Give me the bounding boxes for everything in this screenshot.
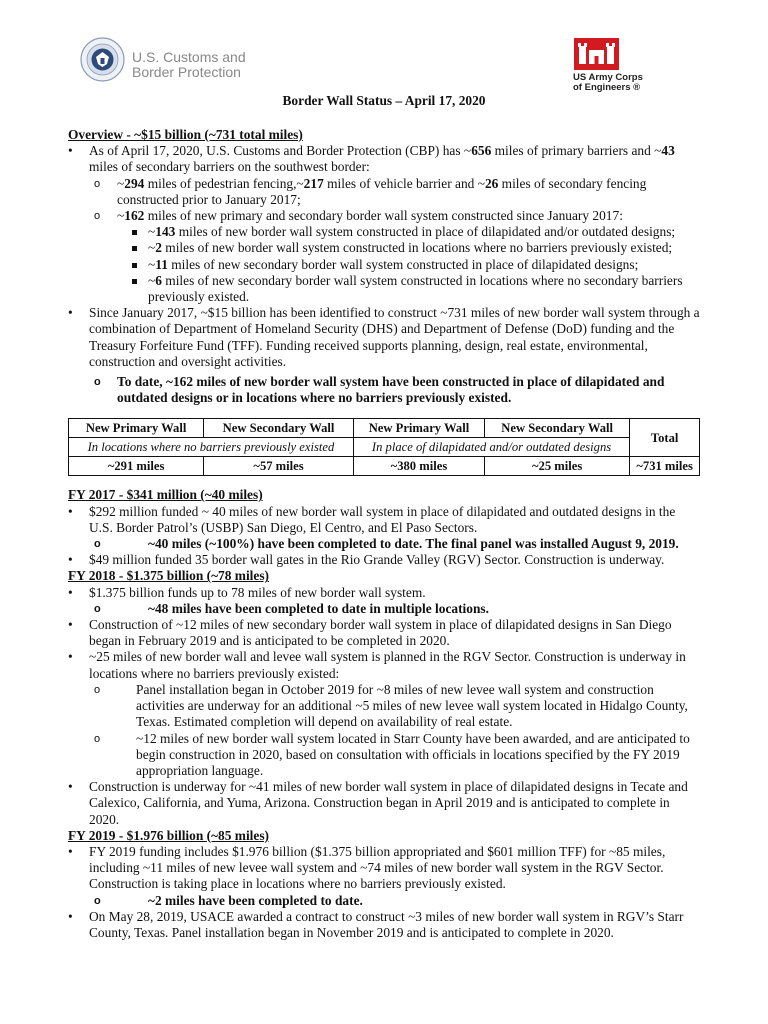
fy2017-list	[68, 504, 700, 569]
list-item: ~6 miles of new secondary border wall system constructed in locations where no secondary barriers previously existed.	[68, 273, 700, 305]
list-item: • On May 28, 2019, USACE awarded a contract to construct ~3 miles of new border wall system in RGV’s Starr County, Texas. Panel installation began in November 2019 and is anticipated to complete in 2020.	[68, 909, 700, 941]
overview-list	[68, 143, 700, 406]
table-header: New Secondary Wall	[204, 419, 354, 438]
table-cell: ~731 miles	[630, 457, 700, 476]
list-item: o ~294 miles of pedestrian fencing,~217 miles of vehicle barrier and ~26 miles of secondary fencing constructed prior to January 2017;	[68, 176, 700, 208]
fy2019-heading: FY 2019 - $1.976 billion (~85 miles)	[68, 827, 269, 843]
list-item: o ~2 miles have been completed to date.	[68, 893, 700, 909]
cbp-logo-text: U.S. Customs and Border Protection	[132, 49, 246, 80]
list-item: ~143 miles of new border wall system constructed in place of dilapidated and/or outdated designs;	[68, 224, 700, 240]
dhs-seal-icon	[80, 37, 125, 82]
fy2017-heading: FY 2017 - $341 million (~40 miles)	[68, 487, 263, 503]
list-item: • Since January 2017, ~$15 billion has been identified to construct ~731 miles of new border wall system through a combination of Department of Homeland Security (DHS) and Department of Defense (DoD) funding and the Treasury Forfeiture Fund (TFF). Funding received supports planning, design, real estate, environmental, construction and oversight activities.	[68, 305, 700, 370]
table-header: New Primary Wall	[69, 419, 204, 438]
list-item: • $49 million funded 35 border wall gates in the Rio Grande Valley (RGV) Sector. Construction is underway.	[68, 552, 700, 568]
list-item: • Construction of ~12 miles of new secondary border wall system in place of dilapidated designs in San Diego began in February 2019 and is anticipated to be completed in 2020.	[68, 617, 700, 649]
fy2018-list	[68, 585, 700, 828]
table-cell: ~25 miles	[485, 457, 630, 476]
table-cell: ~57 miles	[204, 457, 354, 476]
table-header: New Primary Wall	[353, 419, 484, 438]
list-item: • Construction is underway for ~41 miles of new border wall system in place of dilapidated designs in Tecate and Calexico, California, and Yuma, Arizona. Construction began in April 2019 and is anticipated to complete in 2020.	[68, 779, 700, 828]
table-subheader: In place of dilapidated and/or outdated designs	[353, 438, 629, 457]
list-item: o ~12 miles of new border wall system located in Starr County have been awarded, and are anticipated to begin construction in 2020, based on consultation with officials in locations specified by the FY 2019 appropriation language.	[68, 731, 700, 780]
list-item: o ~48 miles have been completed to date in multiple locations.	[68, 601, 700, 617]
list-item: o To date, ~162 miles of new border wall system have been constructed in place of dilapidated and outdated designs or in locations where no barriers previously existed.	[68, 374, 700, 406]
list-item: o ~40 miles (~100%) have been completed to date. The final panel was installed August 9, 2019.	[68, 536, 700, 552]
fy2019-list	[68, 844, 700, 941]
table-header: Total	[630, 419, 700, 457]
page-title: Border Wall Status – April 17, 2020	[282, 93, 486, 108]
table-header: New Secondary Wall	[485, 419, 630, 438]
list-item: • ~25 miles of new border wall and levee wall system is planned in the RGV Sector. Construction is underway in locations where no barriers previously existed:	[68, 649, 700, 681]
fy2018-heading: FY 2018 - $1.375 billion (~78 miles)	[68, 568, 269, 584]
list-item: • As of April 17, 2020, U.S. Customs and Border Protection (CBP) has ~656 miles of primary barriers and ~43 miles of secondary barriers on the southwest border:	[68, 143, 700, 175]
table-subheader: In locations where no barriers previously existed	[69, 438, 354, 457]
document-body	[68, 127, 700, 941]
table-cell: ~380 miles	[353, 457, 484, 476]
usace-logo-text: US Army Corps of Engineers ®	[573, 72, 643, 93]
list-item: • $292 million funded ~ 40 miles of new border wall system in place of dilapidated and outdated designs in the U.S. Border Patrol’s (USBP) San Diego, El Centro, and El Paso Sectors.	[68, 504, 700, 536]
list-item: o Panel installation began in October 2019 for ~8 miles of new levee wall system and construction activities are underway for an additional ~5 miles of new levee wall system located in Hidalgo County, Texas. Estimated completion will depend on availability of real estate.	[68, 682, 700, 731]
usace-castle-icon	[574, 38, 619, 70]
overview-heading: Overview - ~$15 billion (~731 total miles)	[68, 127, 303, 142]
list-item: o ~162 miles of new primary and secondary border wall system constructed since January 2017:	[68, 208, 700, 224]
wall-status-table	[68, 418, 700, 476]
list-item: ~11 miles of new secondary border wall system constructed in place of dilapidated designs;	[68, 257, 700, 273]
table-cell: ~291 miles	[69, 457, 204, 476]
list-item: • $1.375 billion funds up to 78 miles of new border wall system.	[68, 585, 700, 601]
document-header	[0, 0, 768, 98]
list-item: • FY 2019 funding includes $1.976 billion ($1.375 billion appropriated and $601 million TFF) for ~85 miles, including ~11 miles of new levee wall system and ~74 miles of new border wall system in the RGV Sector. Construction is taking place in locations where no barriers previously existed.	[68, 844, 700, 893]
list-item: ~2 miles of new border wall system constructed in locations where no barriers previously existed;	[68, 240, 700, 256]
